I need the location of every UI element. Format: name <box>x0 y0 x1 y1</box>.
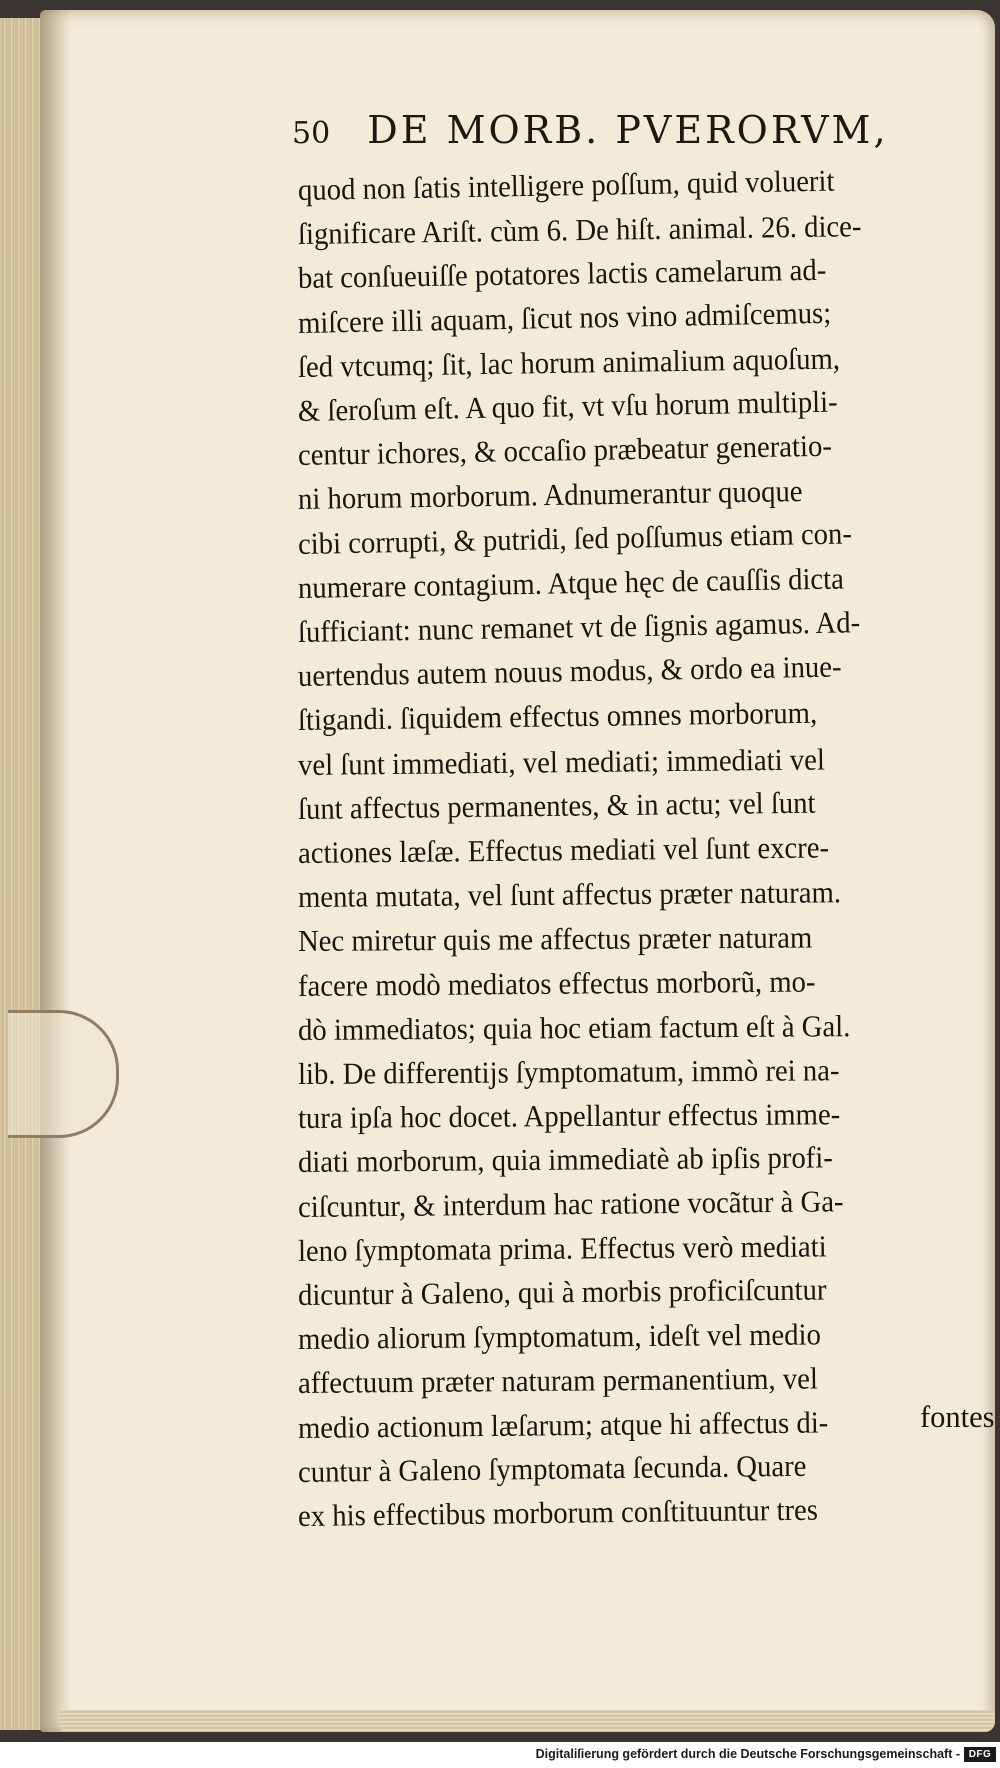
text-line: facere modò mediatos effectus morborũ, mo- <box>297 964 816 1003</box>
body-text <box>297 163 978 1538</box>
digitization-credit: Digitaliſierung gefördert durch die Deutsche Forschungsgemeinschaft - <box>535 1747 960 1761</box>
text-line: ſed vtcumq; ſit, lac horum animalium aquoſum, <box>297 341 841 384</box>
text-line: centur ichores, & occaſio præbeatur generatio- <box>297 428 833 473</box>
text-line: dicuntur à Galeno, qui à morbis proficiſcuntur <box>297 1272 827 1313</box>
text-line: numerare contagium. Atque hęc de cauſſis dicta <box>297 561 845 605</box>
text-line: leno ſymptomata prima. Effectus verò mediati <box>297 1229 827 1268</box>
text-line: vel ſunt immediati, vel mediati; immediati vel <box>297 742 826 782</box>
text-line: dò immediatos; quia hoc etiam factum eſt à Gal. <box>297 1009 851 1047</box>
text-line: ſunt affectus permanentes, & in actu; vel ſunt <box>297 785 816 826</box>
text-line: ſtigandi. ſiquidem effectus omnes morborum, <box>297 696 818 738</box>
running-title: DE MORB. PVERORVM, <box>367 108 889 152</box>
text-line: ſignificare Ariſt. cùm 6. De hiſt. animal. 26. dice- <box>297 209 862 252</box>
text-line: lib. De differentijs ſymptomatum, immò rei na- <box>297 1053 840 1092</box>
text-line: miſcere illi aquam, ſicut nos vino admiſcemus; <box>297 295 832 340</box>
text-line: uertendus autem nouus modus, & ordo ea inue- <box>297 649 842 694</box>
dfg-logo: DFG <box>964 1747 996 1762</box>
text-line: & ſeroſum eſt. A quo fit, vt vſu horum multipli- <box>297 384 838 429</box>
page-number: 50 <box>292 116 331 151</box>
text-line: medio actionum læſarum; atque hi affectus di- <box>297 1405 829 1445</box>
text-line: menta mutata, vel ſunt affectus præter naturam. <box>297 875 842 915</box>
text-line: ni horum morborum. Adnumerantur quoque <box>297 474 803 517</box>
text-line: cuntur à Galeno ſymptomata ſecunda. Quare <box>297 1448 807 1489</box>
text-line: actiones læſæ. Effectus mediati vel ſunt excre- <box>297 830 830 871</box>
text-line: tura ipſa hoc docet. Appellantur effectus imme- <box>297 1097 841 1136</box>
text-line: bat conſueuiſſe potatores lactis camelarum ad- <box>297 253 827 296</box>
text-line: ſufficiant: nunc remanet vt de ſignis agamus. Ad- <box>297 605 861 650</box>
text-line: ciſcuntur, & interdum hac ratione vocãtur à Ga- <box>297 1183 844 1224</box>
text-line: quod non ſatis intelligere poſſum, quid voluerit <box>297 163 835 207</box>
footer-bar <box>0 1742 1000 1768</box>
book-bottom-edge <box>60 1710 995 1732</box>
catchword: fontes <box>920 1400 995 1434</box>
text-line: Nec miretur quis me affectus præter naturam <box>297 920 813 959</box>
text-line: medio aliorum ſymptomatum, ideſt vel medio <box>297 1317 822 1357</box>
text-line: cibi corrupti, & putridi, ſed poſſumus etiam con- <box>297 515 853 561</box>
paper-tab-artifact <box>8 1010 119 1138</box>
gutter-shadow <box>40 10 70 1732</box>
text-line: ex his effectibus morborum conſtituuntur tres <box>297 1492 819 1534</box>
page-header <box>292 108 932 152</box>
text-line: affectuum præter naturam permanentium, vel <box>297 1361 819 1401</box>
text-line: diati morborum, quia immediatè ab ipſis profi- <box>297 1140 833 1180</box>
